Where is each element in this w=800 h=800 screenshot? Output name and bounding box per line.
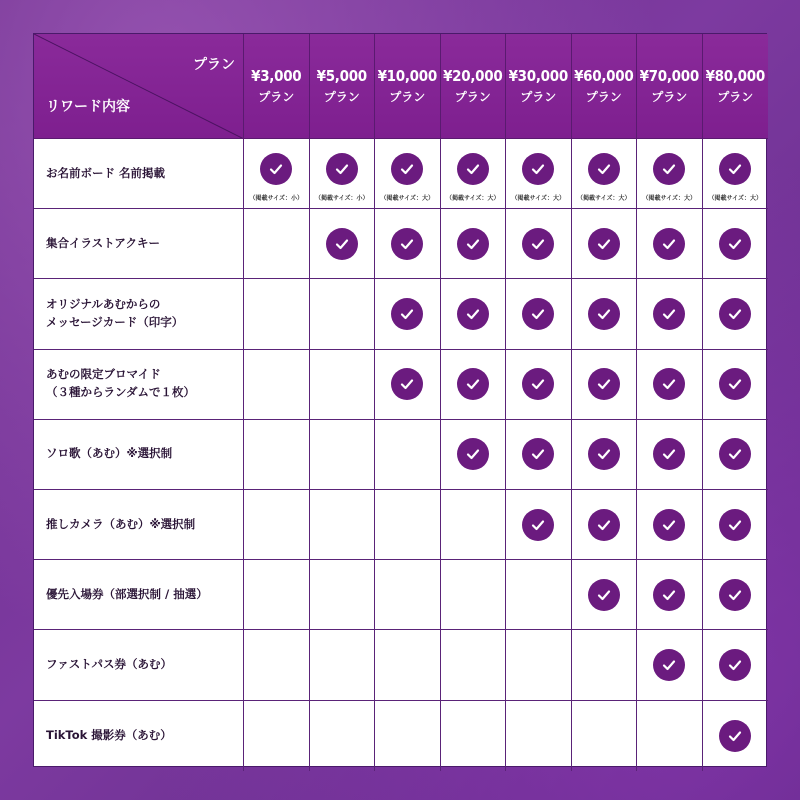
plan-price: ¥70,000 (639, 67, 699, 85)
check-icon (653, 228, 685, 260)
reward-cell (310, 420, 376, 490)
reward-cell (637, 209, 703, 279)
reward-row-label (34, 279, 244, 349)
reward-cell (244, 560, 310, 630)
check-icon (260, 153, 292, 185)
check-icon (588, 579, 620, 611)
check-icon (522, 438, 554, 470)
plan-label: プラン (585, 90, 622, 104)
check-icon (653, 649, 685, 681)
reward-cell (703, 560, 769, 630)
reward-row-label (34, 490, 244, 560)
reward-cell (637, 420, 703, 490)
reward-cell (572, 420, 638, 490)
check-icon (522, 153, 554, 185)
reward-comparison-table (33, 33, 767, 767)
reward-cell (703, 279, 769, 349)
reward-cell (375, 560, 441, 630)
plan-header-7 (637, 34, 703, 139)
reward-cell (375, 420, 441, 490)
reward-cell (441, 209, 507, 279)
reward-cell (637, 560, 703, 630)
reward-cell (244, 350, 310, 420)
check-icon (522, 509, 554, 541)
check-icon (588, 228, 620, 260)
reward-cell (506, 350, 572, 420)
reward-cell (441, 279, 507, 349)
reward-cell (506, 701, 572, 771)
reward-cell (441, 701, 507, 771)
reward-name: あむの限定ブロマイド （３種からランダムで１枚） (46, 367, 196, 400)
reward-cell (572, 701, 638, 771)
reward-cell (375, 209, 441, 279)
reward-cell (506, 490, 572, 560)
reward-cell (310, 350, 376, 420)
check-icon (719, 579, 751, 611)
plan-price: ¥80,000 (705, 67, 765, 85)
reward-cell (703, 209, 769, 279)
size-note: （掲載サイズ：大） (380, 195, 435, 203)
reward-cell (310, 139, 376, 209)
check-icon (588, 153, 620, 185)
plan-header-2 (310, 34, 376, 139)
check-icon (522, 228, 554, 260)
reward-cell (637, 139, 703, 209)
reward-cell (310, 279, 376, 349)
check-icon (719, 368, 751, 400)
check-icon (457, 368, 489, 400)
header-corner (34, 34, 244, 139)
reward-cell (703, 630, 769, 700)
reward-cell (441, 630, 507, 700)
plan-label: プラン (520, 90, 557, 104)
reward-cell (310, 490, 376, 560)
reward-cell (441, 420, 507, 490)
reward-cell (310, 560, 376, 630)
reward-cell (506, 139, 572, 209)
reward-cell (244, 701, 310, 771)
reward-cell (572, 630, 638, 700)
reward-cell (703, 490, 769, 560)
reward-cell (506, 420, 572, 490)
reward-cell (310, 701, 376, 771)
reward-cell (637, 630, 703, 700)
check-icon (719, 438, 751, 470)
check-icon (653, 579, 685, 611)
reward-name: 推しカメラ（あむ）※選択制 (46, 516, 196, 531)
reward-cell (244, 630, 310, 700)
size-note: （掲載サイズ：小） (249, 195, 304, 203)
check-icon (522, 368, 554, 400)
reward-cell (441, 490, 507, 560)
reward-row-label (34, 350, 244, 420)
reward-name: TikTok 撮影券（あむ） (46, 727, 172, 742)
reward-cell (441, 350, 507, 420)
plan-label: プラン (651, 90, 688, 104)
plan-price: ¥20,000 (443, 67, 503, 85)
check-icon (457, 298, 489, 330)
reward-cell (637, 701, 703, 771)
check-icon (588, 368, 620, 400)
reward-name: 集合イラストアクキー (46, 235, 160, 250)
reward-cell (244, 490, 310, 560)
check-icon (719, 720, 751, 752)
plan-price: ¥5,000 (316, 67, 367, 85)
reward-cell (506, 560, 572, 630)
reward-cell (703, 701, 769, 771)
reward-cell (637, 350, 703, 420)
reward-row-label (34, 139, 244, 209)
reward-name: ソロ歌（あむ）※選択制 (46, 446, 173, 461)
reward-cell (506, 279, 572, 349)
reward-cell (375, 279, 441, 349)
size-note: （掲載サイズ：大） (708, 195, 763, 203)
plan-header-5 (506, 34, 572, 139)
reward-row-label (34, 701, 244, 771)
reward-cell (703, 420, 769, 490)
plan-price: ¥60,000 (574, 67, 634, 85)
check-icon (391, 368, 423, 400)
plan-axis-label: プラン (193, 57, 235, 73)
reward-cell (375, 139, 441, 209)
reward-name: お名前ボード 名前掲載 (46, 165, 166, 180)
size-note: （掲載サイズ：大） (511, 195, 566, 203)
plan-label: プラン (258, 90, 295, 104)
reward-row-label (34, 420, 244, 490)
check-icon (457, 438, 489, 470)
plan-price: ¥30,000 (508, 67, 568, 85)
check-icon (457, 228, 489, 260)
check-icon (326, 228, 358, 260)
check-icon (719, 228, 751, 260)
reward-cell (244, 279, 310, 349)
check-icon (653, 298, 685, 330)
reward-cell (244, 209, 310, 279)
plan-label: プラン (717, 90, 754, 104)
size-note: （掲載サイズ：大） (445, 195, 500, 203)
check-icon (457, 153, 489, 185)
check-icon (719, 298, 751, 330)
reward-cell (310, 209, 376, 279)
check-icon (719, 153, 751, 185)
reward-cell (375, 701, 441, 771)
reward-name: オリジナルあむからの メッセージカード（印字） (46, 297, 184, 329)
reward-row-label (34, 209, 244, 279)
reward-cell (703, 350, 769, 420)
reward-cell (572, 350, 638, 420)
reward-name: ファストパス券（あむ） (46, 657, 173, 671)
size-note: （掲載サイズ：小） (314, 195, 369, 203)
plan-header-8 (703, 34, 769, 139)
reward-cell (637, 490, 703, 560)
reward-axis-label: リワード内容 (46, 99, 130, 115)
check-icon (653, 153, 685, 185)
check-icon (522, 298, 554, 330)
check-icon (391, 298, 423, 330)
plan-label: プラン (454, 90, 491, 104)
corner-diagonal-line (34, 34, 244, 139)
plan-price: ¥3,000 (251, 67, 302, 85)
reward-cell (375, 630, 441, 700)
size-note: （掲載サイズ：大） (642, 195, 697, 203)
reward-name: 優先入場券（部選択制 / 抽選） (46, 586, 208, 601)
reward-cell (244, 420, 310, 490)
plan-label: プラン (323, 90, 360, 104)
check-icon (653, 509, 685, 541)
reward-cell (506, 630, 572, 700)
check-icon (719, 509, 751, 541)
reward-row-label (34, 630, 244, 700)
check-icon (653, 368, 685, 400)
reward-cell (572, 560, 638, 630)
reward-cell (441, 560, 507, 630)
size-note: （掲載サイズ：大） (576, 195, 631, 203)
reward-cell (703, 139, 769, 209)
reward-cell (244, 139, 310, 209)
check-icon (326, 153, 358, 185)
reward-cell (375, 350, 441, 420)
check-icon (588, 438, 620, 470)
reward-cell (310, 630, 376, 700)
plan-header-6 (572, 34, 638, 139)
check-icon (588, 298, 620, 330)
plan-price: ¥10,000 (377, 67, 437, 85)
plan-header-3 (375, 34, 441, 139)
reward-cell (375, 490, 441, 560)
reward-cell (572, 139, 638, 209)
reward-cell (637, 279, 703, 349)
reward-cell (572, 490, 638, 560)
reward-cell (441, 139, 507, 209)
plan-header-4 (441, 34, 507, 139)
check-icon (391, 153, 423, 185)
check-icon (653, 438, 685, 470)
reward-row-label (34, 560, 244, 630)
check-icon (719, 649, 751, 681)
reward-cell (506, 209, 572, 279)
reward-cell (572, 209, 638, 279)
plan-label: プラン (389, 90, 426, 104)
check-icon (391, 228, 423, 260)
reward-cell (572, 279, 638, 349)
plan-header-1 (244, 34, 310, 139)
check-icon (588, 509, 620, 541)
